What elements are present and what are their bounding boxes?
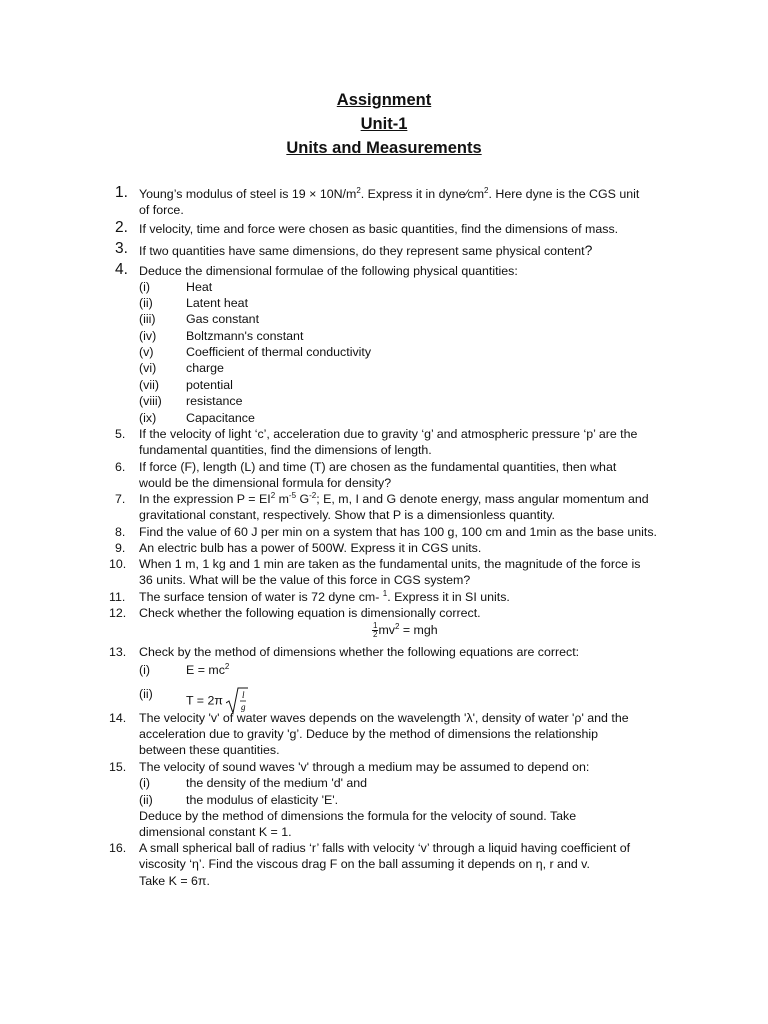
question-11-text: The surface tension of water is 72 dyne cm- $^1$. Express it in SI units. <box>139 589 510 604</box>
equation-period: T = 2π l g <box>186 686 248 716</box>
question-number: 13. <box>109 645 127 659</box>
question-16-line-3: Take K = 6π. <box>139 874 210 888</box>
question-16-line-2: viscosity ‘η’. Find the viscous drag F on the ball assuming it depends on η, r and v. <box>139 857 590 871</box>
list-item-roman: (i) <box>139 776 151 790</box>
question-5-line-2: fundamental quantities, find the dimensions of length. <box>139 443 432 457</box>
question-number: 3. <box>115 240 128 257</box>
fraction-denominator: g <box>241 702 246 712</box>
question-7-line-1: In the expression $P = EI^2$ $m^{-5}$ $G^{-2}$; E, m, I and G denote energy, mass angular momentum and <box>139 491 649 506</box>
question-number: 9. <box>115 541 126 555</box>
question-number: 1. <box>115 184 128 201</box>
question-4-text: Deduce the dimensional formulae of the following physical quantities: <box>139 264 518 278</box>
question-number: 15. <box>109 760 127 774</box>
list-item-roman: (iii) <box>139 312 156 326</box>
list-item-label: Heat <box>186 280 213 294</box>
question-number: 10. <box>109 557 127 571</box>
question-1-line-1: Young’s modulus of steel is $19 \times 10N/m^2$. Express it in $dyne⁄cm^2$. Here dyne is the CGS unit <box>139 186 640 201</box>
question-number: 11. <box>109 590 126 604</box>
question-14-line-1: The velocity 'v' of water waves depends on the wavelength 'λ', density of water 'ρ' and the <box>139 711 629 725</box>
question-9-text: An electric bulb has a power of 500W. Express it in CGS units. <box>139 541 482 555</box>
list-item-roman: (i) <box>139 280 151 294</box>
list-item-label: Boltzmann's constant <box>186 329 304 343</box>
question-number: 6. <box>115 460 126 474</box>
list-item-label: the density of the medium 'd' and <box>186 776 368 790</box>
list-item-roman: (ix) <box>139 411 157 425</box>
question-15-line-2: Deduce by the method of dimensions the formula for the velocity of sound. Take <box>139 809 577 823</box>
list-item-roman: (ii) <box>139 296 153 310</box>
question-5-line-1: If the velocity of light ‘c’, acceleration due to gravity ‘g’ and atmospheric pressure ‘p’ are the <box>139 427 638 441</box>
question-number: 12. <box>109 606 127 620</box>
question-number: 8. <box>115 525 126 539</box>
question-13-text: Check by the method of dimensions whether the following equations are correct: <box>139 645 580 659</box>
question-3-text: If two quantities have same dimensions, do they represent same physical content? <box>139 242 593 258</box>
question-6-line-2: would be the dimensional formula for density? <box>139 476 392 490</box>
question-1-line-2: of force. <box>139 203 184 217</box>
fraction-numerator: l <box>242 690 245 700</box>
topic-title: Units and Measurements <box>286 139 482 157</box>
list-item-label: Gas constant <box>186 312 260 326</box>
unit-title: Unit-1 <box>360 115 408 133</box>
list-item-label: resistance <box>186 394 243 408</box>
question-14-line-3: between these quantities. <box>139 743 280 757</box>
list-item-roman: (ii) <box>139 793 153 807</box>
assignment-title: Assignment <box>336 91 432 109</box>
list-item-roman: (ii) <box>139 687 153 701</box>
question-8-text: Find the value of 60 J per min on a system that has 100 g, 100 cm and 1min as the base units. <box>139 525 657 539</box>
list-item-label: the modulus of elasticity 'E'. <box>186 793 339 807</box>
list-item-roman: (viii) <box>139 394 162 408</box>
question-12-text: Check whether the following equation is dimensionally correct. <box>139 606 481 620</box>
question-2-text: If velocity, time and force were chosen as basic quantities, find the dimensions of mass. <box>139 222 619 236</box>
question-number: 7. <box>115 492 126 506</box>
list-item-label: potential <box>186 378 233 392</box>
question-number: 16. <box>109 841 127 855</box>
list-item-roman: (v) <box>139 345 154 359</box>
question-7-line-2: gravitational constant, respectively. Show that P is a dimensionless quantity. <box>139 508 555 522</box>
question-16-line-1: A small spherical ball of radius ‘r’ falls with velocity ‘v’ through a liquid having coefficient of <box>139 841 631 855</box>
question-10-line-1: When 1 m, 1 kg and 1 min are taken as the fundamental units, the magnitude of the force is <box>139 557 641 571</box>
list-item-roman: (iv) <box>139 329 157 343</box>
question-14-line-2: acceleration due to gravity 'g’. Deduce by the method of dimensions the relationship <box>139 727 599 741</box>
question-number: 4. <box>115 261 128 278</box>
list-item-roman: (vi) <box>139 361 157 375</box>
question-6-line-1: If force (F), length (L) and time (T) are chosen as the fundamental quantities, then what <box>139 460 617 474</box>
question-number: 5. <box>115 427 126 441</box>
question-number: 14. <box>109 711 127 725</box>
equation-emc2: $E = mc^2$ <box>186 662 230 677</box>
list-item-label: Latent heat <box>186 296 249 310</box>
question-10-line-2: 36 units. What will be the value of this force in CGS system? <box>139 573 471 587</box>
list-item-roman: (vii) <box>139 378 159 392</box>
question-number: 2. <box>115 219 128 236</box>
list-item-roman: (i) <box>139 663 151 677</box>
question-15-line-3: dimensional constant K = 1. <box>139 825 292 839</box>
list-item-label: charge <box>186 361 224 375</box>
list-item-label: Coefficient of thermal conductivity <box>186 345 372 359</box>
equation-half-mv2: $\frac{1}{2}$ $mv^2$ = mgh <box>373 621 438 640</box>
question-15-line-1: The velocity of sound waves 'v' through a medium may be assumed to depend on: <box>139 760 590 774</box>
list-item-label: Capacitance <box>186 411 255 425</box>
